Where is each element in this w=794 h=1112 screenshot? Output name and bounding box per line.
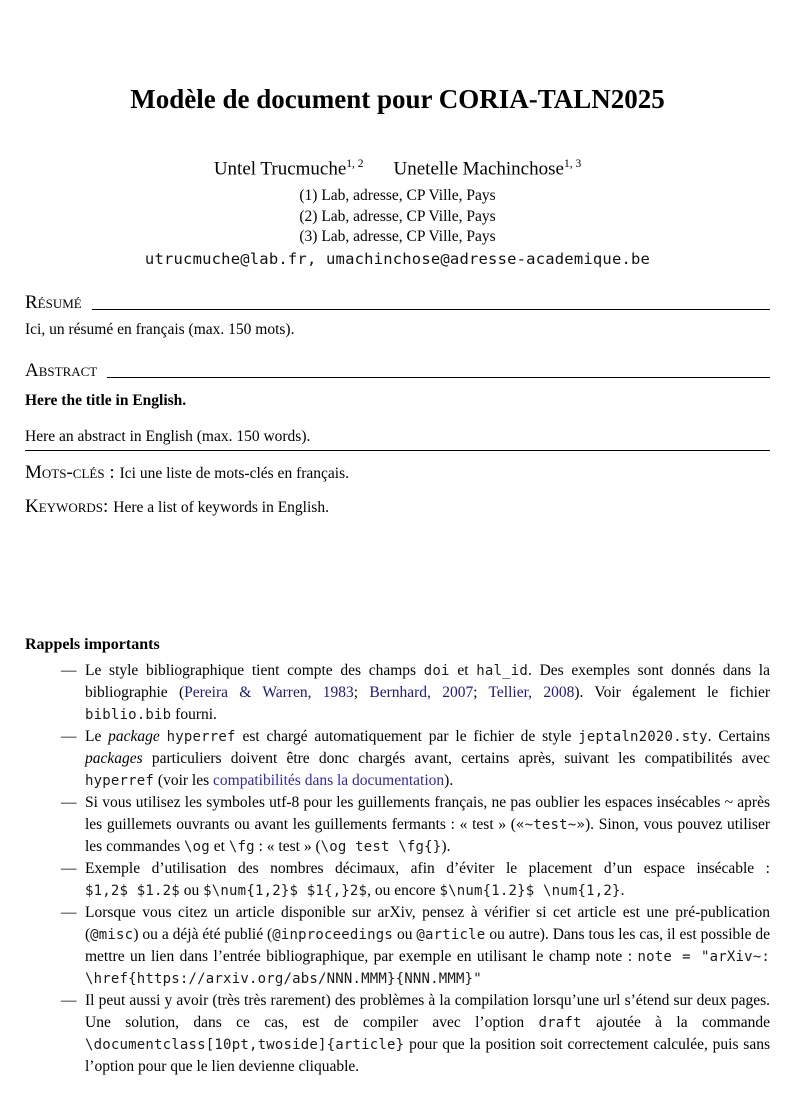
list-item	[85, 858, 770, 902]
motscles-text: Ici une liste de mots-clés en français.	[119, 464, 349, 482]
italic-text: package	[108, 728, 160, 746]
resume-label: Résumé	[25, 291, 82, 313]
list-item	[85, 990, 770, 1078]
affiliation-2: (2) Lab, adresse, CP Ville, Pays	[299, 207, 496, 225]
code-span: jeptaln2020.sty	[578, 729, 708, 746]
rappels-heading: Rappels importants	[25, 635, 160, 653]
motscles-label: Mots-clés :	[25, 461, 115, 483]
text-segment: ou	[393, 926, 417, 944]
keywords-row	[25, 497, 770, 519]
list-item	[85, 660, 770, 726]
code-span: «~test~»	[515, 817, 585, 834]
keywords-text: Here a list of keywords in English.	[113, 498, 329, 516]
author-1-name: Untel Trucmuche	[213, 158, 347, 180]
code-span: hyperref	[85, 773, 155, 790]
text-segment: ).	[441, 838, 451, 856]
abstract-text: Here an abstract in English (max. 150 words).	[25, 426, 770, 451]
citation-link[interactable]: Tellier, 2008	[488, 684, 575, 702]
english-title: Here the title in English.	[25, 391, 187, 409]
code-span: hal_id	[476, 663, 528, 680]
author-2-affiliation-marks: 1, 3	[563, 158, 582, 171]
author-1	[214, 158, 364, 180]
text-segment: ).	[444, 772, 454, 790]
code-span: $\num{1.2}$ \num{1,2}	[439, 883, 621, 900]
text-segment: est chargé automatiquement par le fichier de style	[235, 728, 579, 746]
code-span: \documentclass[10pt,twoside]{article}	[85, 1037, 405, 1054]
text-segment: particuliers doivent être donc chargés avant, certains après, suivant les compatibilités avec	[142, 750, 770, 768]
text-segment: , ou encore	[367, 882, 440, 900]
code-span: hyperref	[166, 729, 236, 746]
text-segment: et	[449, 662, 477, 680]
affiliation-3: (3) Lab, adresse, CP Ville, Pays	[299, 228, 496, 246]
resume-heading-row	[25, 293, 770, 312]
code-span: @misc	[90, 927, 134, 944]
citation-link[interactable]: Bernhard, 2007	[369, 684, 474, 702]
text-segment: . Des exemples sont donnés dans la bibliographie (	[85, 662, 770, 702]
code-span: $1,2$ $1.2$	[85, 883, 180, 900]
text-segment: fourni.	[171, 706, 217, 724]
text-segment: ). Sinon, vous pouvez utiliser les commandes	[85, 816, 770, 856]
paper-title: Modèle de document pour CORIA-TALN2025	[130, 84, 665, 114]
author-emails: utrucmuche@lab.fr, umachinchose@adresse-academique.be	[144, 249, 651, 268]
italic-text: packages	[85, 750, 143, 768]
text-segment: ;	[473, 684, 489, 702]
rappels-list	[25, 660, 770, 1078]
text-segment: Il peut aussi y avoir (très très rarement) des problèmes à la compilation lorsqu’une url s’étend sur deux pages. Une solution, dans ce cas, est de compiler avec l’option	[85, 992, 770, 1032]
text-segment: : « test » (	[254, 838, 321, 856]
abstract-rule	[107, 377, 770, 378]
citation-link[interactable]: Pereira & Warren, 1983	[184, 684, 354, 702]
code-span: doi	[423, 663, 450, 680]
authors-line	[25, 158, 770, 180]
text-segment: et	[209, 838, 229, 856]
text-segment: . Certains	[707, 728, 771, 746]
text-segment: ). Voir également le fichier	[574, 684, 770, 702]
affiliation-1: (1) Lab, adresse, CP Ville, Pays	[299, 187, 496, 205]
resume-rule	[92, 309, 770, 310]
text-segment: (voir les	[154, 772, 214, 790]
code-span: @article	[416, 927, 486, 944]
code-span: note = "arXiv~: \href{https://arxiv.org/abs/NNN.MMM}{NNN.MMM}"	[85, 949, 770, 988]
code-span: @inproceedings	[272, 927, 394, 944]
author-1-affiliation-marks: 1, 2	[346, 158, 364, 171]
code-span: biblio.bib	[85, 707, 172, 724]
hyperlink[interactable]: compatibilités dans la documentation	[213, 772, 445, 790]
text-segment: ou autre). Dans tous les cas, il est possible de mettre un lien dans l’entrée bibliographique, par exemple en utilisant le champ note :	[85, 926, 771, 966]
text-segment	[160, 728, 167, 745]
code-span: \og test \fg{}	[320, 839, 442, 856]
code-span: draft	[538, 1015, 582, 1032]
list-item	[85, 902, 770, 990]
text-segment: ajoutée à la commande	[581, 1014, 770, 1032]
text-segment: Le	[85, 728, 109, 746]
text-segment: Le style bibliographique tient compte des champs	[85, 662, 424, 680]
text-segment: .	[620, 882, 625, 900]
text-segment: ) ou a déjà été publié (	[133, 926, 273, 944]
keywords-label: Keywords:	[25, 495, 109, 517]
code-span: $\num{1,2}$ $1{,}2$	[203, 883, 368, 900]
author-2	[394, 158, 582, 180]
code-span: \fg	[228, 839, 255, 856]
motscles-row	[25, 463, 770, 485]
author-2-name: Unetelle Machinchose	[393, 158, 564, 180]
abstract-label: Abstract	[25, 359, 98, 381]
code-span: \og	[184, 839, 210, 856]
text-segment: ou	[179, 882, 204, 900]
text-segment: Si vous utilisez les symboles utf-8 pour les guillements français, ne pas oublier les espaces insécables ~ après les guillemets ouvrants ou avant les guillements fermants : « test » (	[85, 794, 770, 834]
text-segment: Exemple d’utilisation des nombres décimaux, afin d’éviter le placement d’un espace insécable :	[85, 860, 770, 878]
list-item	[85, 726, 770, 792]
text-segment: ;	[353, 684, 370, 702]
list-item	[85, 792, 770, 858]
affiliations-block	[25, 186, 770, 248]
resume-text: Ici, un résumé en français (max. 150 mots).	[25, 320, 295, 338]
text-segment: Lorsque vous citez un article disponible sur arXiv, pensez à vérifier si cet article est une pré-publication (	[85, 904, 770, 944]
abstract-heading-row	[25, 361, 770, 380]
text-segment: pour que la position soit correctement calculée, puis sans l’option pour que le lien devienne cliquable.	[85, 1036, 770, 1076]
